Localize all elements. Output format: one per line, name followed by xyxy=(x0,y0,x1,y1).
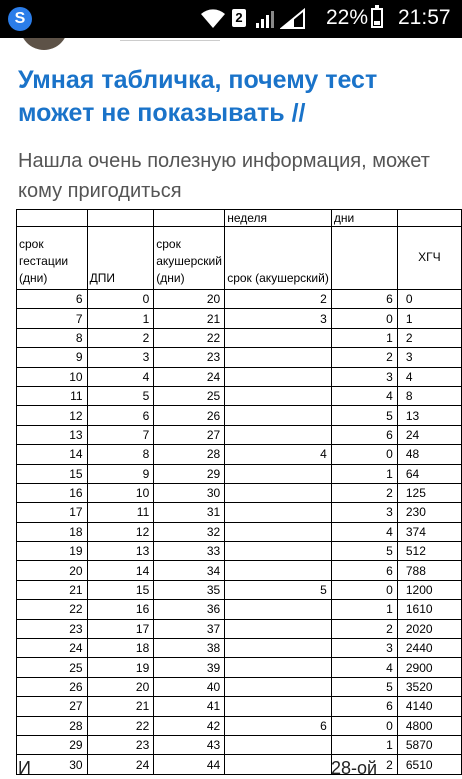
cell-obstetric-day: 37 xyxy=(154,619,225,638)
cell-day: 4 xyxy=(331,658,397,677)
header-gestation-days: срок гестации (дни) xyxy=(17,227,88,290)
cell-gestation-day: 9 xyxy=(17,348,88,367)
cell-gestation-day: 13 xyxy=(17,425,88,444)
cell-day: 4 xyxy=(331,386,397,405)
cell-hcg: 2900 xyxy=(397,658,461,677)
header-obstetric-term: срок (акушерский) xyxy=(225,227,332,290)
cell-hcg: 1200 xyxy=(397,580,461,599)
table-row xyxy=(17,697,462,716)
cell-obstetric-day: 42 xyxy=(154,716,225,735)
table-header-row xyxy=(17,227,462,290)
cell-day: 5 xyxy=(331,677,397,696)
cell-hcg: 230 xyxy=(397,503,461,522)
cell-dpi: 2 xyxy=(87,328,154,347)
cell-day: 6 xyxy=(331,425,397,444)
data-table xyxy=(16,209,462,775)
clock: 21:57 xyxy=(398,6,451,29)
cell-obstetric-day: 31 xyxy=(154,503,225,522)
table-row xyxy=(17,600,462,619)
post-description: Нашла очень полезную информация, может кому пригодиться xyxy=(18,150,430,202)
cell-hcg: 6510 xyxy=(397,755,461,774)
cell-hcg: 64 xyxy=(397,464,461,483)
cell-gestation-day: 18 xyxy=(17,522,88,541)
avatar[interactable] xyxy=(20,38,68,50)
cell-day: 6 xyxy=(331,290,397,309)
cell-dpi: 20 xyxy=(87,677,154,696)
post-continuation-text: И 28-ой xyxy=(18,758,378,778)
cell-obstetric-day: 25 xyxy=(154,386,225,405)
cell-week xyxy=(225,406,332,425)
table-row xyxy=(17,425,462,444)
divider xyxy=(120,40,220,41)
cell-dpi: 3 xyxy=(87,348,154,367)
table-row xyxy=(17,542,462,561)
app-notification-icon: S xyxy=(8,7,32,31)
cell-gestation-day: 14 xyxy=(17,445,88,464)
cell-obstetric-day: 22 xyxy=(154,328,225,347)
cell-hcg: 4800 xyxy=(397,716,461,735)
cell-hcg: 2 xyxy=(397,328,461,347)
cell-dpi: 12 xyxy=(87,522,154,541)
cell-gestation-day: 24 xyxy=(17,639,88,658)
header-dpi: ДПИ xyxy=(87,227,154,290)
cell-dpi: 6 xyxy=(87,406,154,425)
cell-gestation-day: 28 xyxy=(17,716,88,735)
cell-obstetric-day: 24 xyxy=(154,367,225,386)
table-row xyxy=(17,290,462,309)
cell-dpi: 14 xyxy=(87,561,154,580)
cell-dpi: 18 xyxy=(87,639,154,658)
cell-dpi: 1 xyxy=(87,309,154,328)
cell-day: 0 xyxy=(331,445,397,464)
cell-dpi: 13 xyxy=(87,542,154,561)
cell-dpi: 5 xyxy=(87,386,154,405)
cell-obstetric-day: 20 xyxy=(154,290,225,309)
cell-dpi: 7 xyxy=(87,425,154,444)
table-row xyxy=(17,580,462,599)
cell-hcg: 5870 xyxy=(397,735,461,754)
cell-obstetric-day: 35 xyxy=(154,580,225,599)
cell-week xyxy=(225,503,332,522)
cell-day: 2 xyxy=(331,483,397,502)
table-top-header-cell xyxy=(17,210,88,227)
cell-gestation-day: 20 xyxy=(17,561,88,580)
cell-week xyxy=(225,735,332,754)
cell-week xyxy=(225,328,332,347)
table-row xyxy=(17,716,462,735)
cell-day: 1 xyxy=(331,600,397,619)
cell-gestation-day: 11 xyxy=(17,386,88,405)
cell-gestation-day: 27 xyxy=(17,697,88,716)
cell-obstetric-day: 29 xyxy=(154,464,225,483)
cell-obstetric-day: 39 xyxy=(154,658,225,677)
cell-obstetric-day: 41 xyxy=(154,697,225,716)
cell-week xyxy=(225,639,332,658)
cell-gestation-day: 30 xyxy=(17,755,88,774)
table-row xyxy=(17,503,462,522)
cell-week xyxy=(225,697,332,716)
table-row xyxy=(17,639,462,658)
cell-obstetric-day: 40 xyxy=(154,677,225,696)
table-row xyxy=(17,348,462,367)
cell-hcg: 3520 xyxy=(397,677,461,696)
cell-gestation-day: 10 xyxy=(17,367,88,386)
cell-hcg: 8 xyxy=(397,386,461,405)
cell-week xyxy=(225,619,332,638)
cell-day: 6 xyxy=(331,697,397,716)
cell-obstetric-day: 33 xyxy=(154,542,225,561)
cell-hcg: 1 xyxy=(397,309,461,328)
cell-day: 3 xyxy=(331,639,397,658)
cell-week: 2 xyxy=(225,290,332,309)
cell-dpi: 8 xyxy=(87,445,154,464)
battery-percentage: 22% xyxy=(326,6,369,29)
cell-dpi: 17 xyxy=(87,619,154,638)
cell-week xyxy=(225,367,332,386)
cell-week: 6 xyxy=(225,716,332,735)
cell-week xyxy=(225,464,332,483)
cell-day: 6 xyxy=(331,561,397,580)
cell-obstetric-day: 36 xyxy=(154,600,225,619)
cell-dpi: 0 xyxy=(87,290,154,309)
table-row xyxy=(17,735,462,754)
cell-hcg: 2020 xyxy=(397,619,461,638)
table-row xyxy=(17,464,462,483)
cell-week xyxy=(225,348,332,367)
cell-day: 1 xyxy=(331,328,397,347)
cell-day: 1 xyxy=(331,735,397,754)
cell-day: 2 xyxy=(331,755,397,774)
table-row xyxy=(17,619,462,638)
cell-hcg: 4140 xyxy=(397,697,461,716)
cell-week: 3 xyxy=(225,309,332,328)
cell-week xyxy=(225,658,332,677)
header-empty xyxy=(331,227,397,290)
cell-gestation-day: 17 xyxy=(17,503,88,522)
table-row xyxy=(17,406,462,425)
table-top-header-week: неделя xyxy=(225,210,332,227)
cell-dpi: 19 xyxy=(87,658,154,677)
cell-hcg: 0 xyxy=(397,290,461,309)
table-row xyxy=(17,522,462,541)
cell-gestation-day: 7 xyxy=(17,309,88,328)
table-row xyxy=(17,445,462,464)
cell-gestation-day: 21 xyxy=(17,580,88,599)
cell-gestation-day: 6 xyxy=(17,290,88,309)
wifi-icon xyxy=(200,8,226,30)
cell-dpi: 23 xyxy=(87,735,154,754)
cell-hcg: 24 xyxy=(397,425,461,444)
cell-week xyxy=(225,483,332,502)
header-obstetric-days: срок акушерский (дни) xyxy=(154,227,225,290)
cell-week xyxy=(225,522,332,541)
cell-week: 5 xyxy=(225,580,332,599)
cell-hcg: 512 xyxy=(397,542,461,561)
table-row xyxy=(17,677,462,696)
cell-gestation-day: 15 xyxy=(17,464,88,483)
cell-dpi: 11 xyxy=(87,503,154,522)
cell-dpi: 9 xyxy=(87,464,154,483)
cell-week xyxy=(225,561,332,580)
cell-gestation-day: 12 xyxy=(17,406,88,425)
cell-hcg: 125 xyxy=(397,483,461,502)
table-top-header-days: дни xyxy=(331,210,397,227)
cell-hcg: 2440 xyxy=(397,639,461,658)
table-row xyxy=(17,561,462,580)
cell-dpi: 15 xyxy=(87,580,154,599)
cell-day: 2 xyxy=(331,619,397,638)
cell-day: 1 xyxy=(331,464,397,483)
cell-obstetric-day: 21 xyxy=(154,309,225,328)
cell-day: 5 xyxy=(331,542,397,561)
cell-day: 4 xyxy=(331,522,397,541)
cell-hcg: 788 xyxy=(397,561,461,580)
cell-obstetric-day: 30 xyxy=(154,483,225,502)
cell-gestation-day: 22 xyxy=(17,600,88,619)
post-title[interactable]: Умная табличка, почему тест может не показывать // xyxy=(18,66,378,127)
cell-week xyxy=(225,677,332,696)
cell-day: 0 xyxy=(331,309,397,328)
cell-week xyxy=(225,542,332,561)
cell-week xyxy=(225,386,332,405)
sim-2-icon: 2 xyxy=(232,9,246,27)
cell-gestation-day: 19 xyxy=(17,542,88,561)
cell-obstetric-day: 34 xyxy=(154,561,225,580)
cell-week: 4 xyxy=(225,445,332,464)
cell-dpi: 21 xyxy=(87,697,154,716)
table-row xyxy=(17,658,462,677)
cell-hcg: 1610 xyxy=(397,600,461,619)
cell-obstetric-day: 44 xyxy=(154,755,225,774)
status-bar xyxy=(0,0,462,38)
header-hcg: ХГЧ xyxy=(397,227,461,290)
cell-day: 5 xyxy=(331,406,397,425)
cell-day: 3 xyxy=(331,503,397,522)
cell-obstetric-day: 38 xyxy=(154,639,225,658)
cell-obstetric-day: 28 xyxy=(154,445,225,464)
cell-week xyxy=(225,600,332,619)
cell-day: 0 xyxy=(331,580,397,599)
cell-gestation-day: 26 xyxy=(17,677,88,696)
table-top-header-cell xyxy=(87,210,154,227)
cell-day: 0 xyxy=(331,716,397,735)
cell-gestation-day: 16 xyxy=(17,483,88,502)
cell-obstetric-day: 43 xyxy=(154,735,225,754)
cell-gestation-day: 8 xyxy=(17,328,88,347)
cell-day: 3 xyxy=(331,367,397,386)
cell-gestation-day: 23 xyxy=(17,619,88,638)
table-row xyxy=(17,367,462,386)
signal-strength-icon xyxy=(254,8,276,30)
cell-hcg: 13 xyxy=(397,406,461,425)
cell-obstetric-day: 23 xyxy=(154,348,225,367)
table-row xyxy=(17,309,462,328)
table-top-header-row xyxy=(17,210,462,227)
cell-hcg: 48 xyxy=(397,445,461,464)
cell-obstetric-day: 27 xyxy=(154,425,225,444)
signal-strength-2-icon xyxy=(280,8,306,30)
cell-obstetric-day: 32 xyxy=(154,522,225,541)
cell-dpi: 24 xyxy=(87,755,154,774)
cell-dpi: 4 xyxy=(87,367,154,386)
cell-gestation-day: 25 xyxy=(17,658,88,677)
cell-obstetric-day: 26 xyxy=(154,406,225,425)
cell-week xyxy=(225,425,332,444)
author-header xyxy=(0,38,462,52)
cell-gestation-day: 29 xyxy=(17,735,88,754)
table-row xyxy=(17,483,462,502)
cell-dpi: 22 xyxy=(87,716,154,735)
table-top-header-cell xyxy=(397,210,461,227)
cell-hcg: 374 xyxy=(397,522,461,541)
battery-icon xyxy=(371,8,383,28)
table-row xyxy=(17,328,462,347)
table-row xyxy=(17,386,462,405)
cell-day: 2 xyxy=(331,348,397,367)
cell-dpi: 16 xyxy=(87,600,154,619)
cell-hcg: 3 xyxy=(397,348,461,367)
cell-hcg: 4 xyxy=(397,367,461,386)
cell-dpi: 10 xyxy=(87,483,154,502)
table-top-header-cell xyxy=(154,210,225,227)
